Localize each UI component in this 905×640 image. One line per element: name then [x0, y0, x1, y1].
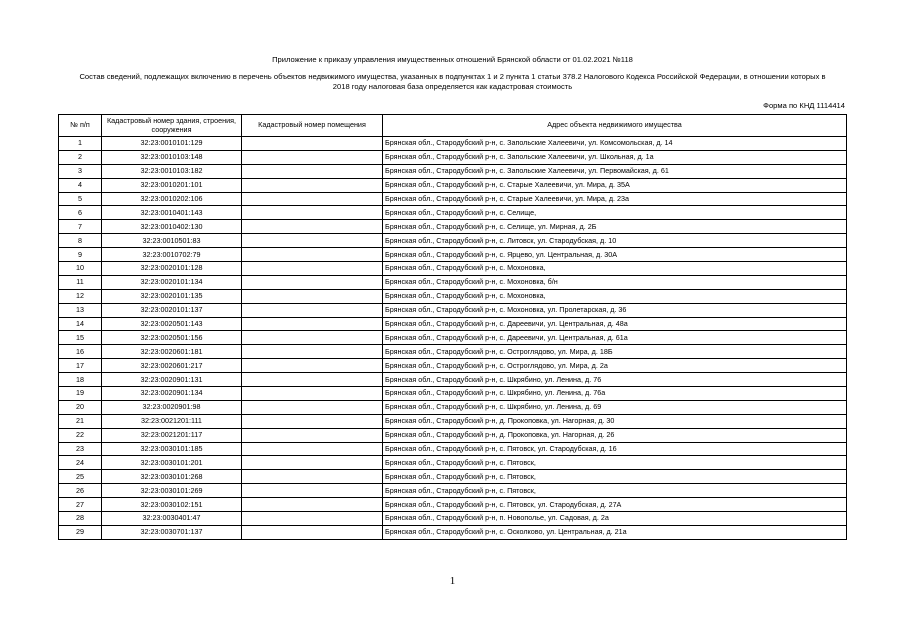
- row-room-cadastral-number: [242, 498, 383, 512]
- row-number: 16: [59, 345, 102, 359]
- row-address: Брянская обл., Стародубский р-н, п. Новополье, ул. Садовая, д. 2а: [383, 512, 847, 526]
- row-address: Брянская обл., Стародубский р-н, с. Пятовск,: [383, 484, 847, 498]
- row-address: Брянская обл., Стародубский р-н, с. Осколково, ул. Центральная, д. 21а: [383, 525, 847, 539]
- row-room-cadastral-number: [242, 317, 383, 331]
- row-cadastral-number: 32:23:0010201:101: [102, 178, 242, 192]
- row-cadastral-number: 32:23:0010702:79: [102, 248, 242, 262]
- row-number: 14: [59, 317, 102, 331]
- row-number: 20: [59, 400, 102, 414]
- row-address: Брянская обл., Стародубский р-н, с. Шкрябино, ул. Ленина, д. 76: [383, 373, 847, 387]
- row-number: 23: [59, 442, 102, 456]
- row-address: Брянская обл., Стародубский р-н, с. Пятовск, ул. Стародубская, д. 27А: [383, 498, 847, 512]
- row-cadastral-number: 32:23:0020601:217: [102, 359, 242, 373]
- row-number: 4: [59, 178, 102, 192]
- row-address: Брянская обл., Стародубский р-н, с. Шкрябино, ул. Ленина, д. 76а: [383, 387, 847, 401]
- row-room-cadastral-number: [242, 414, 383, 428]
- row-cadastral-number: 32:23:0010103:182: [102, 164, 242, 178]
- row-number: 19: [59, 387, 102, 401]
- row-number: 18: [59, 373, 102, 387]
- row-address: Брянская обл., Стародубский р-н, с. Запольские Халеевичи, ул. Первомайская, д. 61: [383, 164, 847, 178]
- row-room-cadastral-number: [242, 289, 383, 303]
- col-header-cadastral-building: Кадастровый номер здания, строения, сооружения: [102, 115, 242, 137]
- row-cadastral-number: 32:23:0010402:130: [102, 220, 242, 234]
- row-cadastral-number: 32:23:0030101:185: [102, 442, 242, 456]
- row-address: Брянская обл., Стародубский р-н, с. Мохоновка, б/н: [383, 275, 847, 289]
- row-number: 2: [59, 150, 102, 164]
- table-row: [59, 248, 847, 262]
- row-address: Брянская обл., Стародубский р-н, с. Селище,: [383, 206, 847, 220]
- row-number: 8: [59, 234, 102, 248]
- row-cadastral-number: 32:23:0021201:117: [102, 428, 242, 442]
- row-number: 24: [59, 456, 102, 470]
- row-room-cadastral-number: [242, 262, 383, 276]
- row-room-cadastral-number: [242, 192, 383, 206]
- row-address: Брянская обл., Стародубский р-н, с. Дареевичи, ул. Центральная, д. 61а: [383, 331, 847, 345]
- row-number: 27: [59, 498, 102, 512]
- row-room-cadastral-number: [242, 150, 383, 164]
- row-address: Брянская обл., Стародубский р-н, с. Шкрябино, ул. Ленина, д. 69: [383, 400, 847, 414]
- row-cadastral-number: 32:23:0020101:134: [102, 275, 242, 289]
- table-row: [59, 164, 847, 178]
- row-cadastral-number: 32:23:0010101:129: [102, 137, 242, 151]
- row-room-cadastral-number: [242, 359, 383, 373]
- row-room-cadastral-number: [242, 373, 383, 387]
- row-room-cadastral-number: [242, 484, 383, 498]
- row-address: Брянская обл., Стародубский р-н, с. Пятовск,: [383, 456, 847, 470]
- row-room-cadastral-number: [242, 206, 383, 220]
- row-room-cadastral-number: [242, 525, 383, 539]
- table-body: [59, 137, 847, 540]
- row-cadastral-number: 32:23:0010401:143: [102, 206, 242, 220]
- form-code-label: Форма по КНД 1114414: [763, 101, 845, 110]
- row-room-cadastral-number: [242, 387, 383, 401]
- row-number: 5: [59, 192, 102, 206]
- row-cadastral-number: 32:23:0030101:268: [102, 470, 242, 484]
- table-row: [59, 331, 847, 345]
- row-number: 1: [59, 137, 102, 151]
- row-number: 11: [59, 275, 102, 289]
- row-number: 22: [59, 428, 102, 442]
- row-number: 26: [59, 484, 102, 498]
- document-title: Приложение к приказу управления имущественных отношений Брянской области от 01.02.2021 №118: [272, 55, 633, 64]
- row-cadastral-number: 32:23:0030701:137: [102, 525, 242, 539]
- row-address: Брянская обл., Стародубский р-н, с. Старые Халеевичи, ул. Мира, д. 35А: [383, 178, 847, 192]
- table-row: [59, 498, 847, 512]
- table-row: [59, 428, 847, 442]
- row-number: 28: [59, 512, 102, 526]
- table-row: [59, 303, 847, 317]
- table-row: [59, 275, 847, 289]
- row-number: 9: [59, 248, 102, 262]
- row-address: Брянская обл., Стародубский р-н, с. Старые Халеевичи, ул. Мира, д. 23а: [383, 192, 847, 206]
- row-room-cadastral-number: [242, 345, 383, 359]
- document-subtitle: Состав сведений, подлежащих включению в перечень объектов недвижимого имущества, указанных в подпунктах 1 и 2 пункта 1 статьи 378.2 Налогового Кодекса Российской Федерации, в отношении которых в 2018 году налоговая база определяется как кадастровая стоимость: [79, 72, 826, 91]
- row-room-cadastral-number: [242, 303, 383, 317]
- row-cadastral-number: 32:23:0020501:156: [102, 331, 242, 345]
- col-header-cadastral-room: Кадастровый номер помещения: [242, 115, 383, 137]
- row-cadastral-number: 32:23:0020501:143: [102, 317, 242, 331]
- table-row: [59, 359, 847, 373]
- table-row: [59, 525, 847, 539]
- row-number: 17: [59, 359, 102, 373]
- row-number: 13: [59, 303, 102, 317]
- row-cadastral-number: 32:23:0010501:83: [102, 234, 242, 248]
- table-header-row: [59, 115, 847, 137]
- table-row: [59, 220, 847, 234]
- row-cadastral-number: 32:23:0030101:201: [102, 456, 242, 470]
- table-row: [59, 373, 847, 387]
- row-number: 12: [59, 289, 102, 303]
- col-header-number: № п/п: [59, 115, 102, 137]
- row-number: 3: [59, 164, 102, 178]
- table-row: [59, 470, 847, 484]
- row-cadastral-number: 32:23:0020901:98: [102, 400, 242, 414]
- row-number: 25: [59, 470, 102, 484]
- row-room-cadastral-number: [242, 470, 383, 484]
- row-address: Брянская обл., Стародубский р-н, с. Запольские Халеевичи, ул. Школьная, д. 1а: [383, 150, 847, 164]
- table-row: [59, 137, 847, 151]
- page-number: 1: [449, 575, 456, 587]
- table-row: [59, 442, 847, 456]
- row-address: Брянская обл., Стародубский р-н, с. Литовск, ул. Стародубская, д. 10: [383, 234, 847, 248]
- table-row: [59, 289, 847, 303]
- table-row: [59, 414, 847, 428]
- row-address: Брянская обл., Стародубский р-н, с. Дареевичи, ул. Центральная, д. 48а: [383, 317, 847, 331]
- table-row: [59, 512, 847, 526]
- row-room-cadastral-number: [242, 178, 383, 192]
- row-room-cadastral-number: [242, 248, 383, 262]
- table-row: [59, 400, 847, 414]
- table-row: [59, 484, 847, 498]
- row-room-cadastral-number: [242, 512, 383, 526]
- row-cadastral-number: 32:23:0020901:134: [102, 387, 242, 401]
- row-cadastral-number: 32:23:0010202:106: [102, 192, 242, 206]
- row-cadastral-number: 32:23:0020101:135: [102, 289, 242, 303]
- row-cadastral-number: 32:23:0020601:181: [102, 345, 242, 359]
- row-cadastral-number: 32:23:0021201:111: [102, 414, 242, 428]
- table-row: [59, 192, 847, 206]
- table-row: [59, 387, 847, 401]
- row-cadastral-number: 32:23:0030102:151: [102, 498, 242, 512]
- row-address: Брянская обл., Стародубский р-н, с. Селище, ул. Мирная, д. 2Б: [383, 220, 847, 234]
- row-room-cadastral-number: [242, 275, 383, 289]
- row-number: 6: [59, 206, 102, 220]
- row-room-cadastral-number: [242, 428, 383, 442]
- table-row: [59, 206, 847, 220]
- table-row: [59, 317, 847, 331]
- row-address: Брянская обл., Стародубский р-н, д. Прокоповка, ул. Нагорная, д. 26: [383, 428, 847, 442]
- row-number: 10: [59, 262, 102, 276]
- row-address: Брянская обл., Стародубский р-н, с. Пятовск,: [383, 470, 847, 484]
- row-cadastral-number: 32:23:0020101:128: [102, 262, 242, 276]
- row-cadastral-number: 32:23:0010103:148: [102, 150, 242, 164]
- table-row: [59, 234, 847, 248]
- row-cadastral-number: 32:23:0020901:131: [102, 373, 242, 387]
- table-row: [59, 456, 847, 470]
- row-number: 21: [59, 414, 102, 428]
- row-cadastral-number: 32:23:0020101:137: [102, 303, 242, 317]
- row-number: 29: [59, 525, 102, 539]
- row-address: Брянская обл., Стародубский р-н, с. Остроглядово, ул. Мира, д. 2а: [383, 359, 847, 373]
- row-address: Брянская обл., Стародубский р-н, с. Пятовск, ул. Стародубская, д. 16: [383, 442, 847, 456]
- row-address: Брянская обл., Стародубский р-н, с. Запольские Халеевичи, ул. Комсомольская, д. 14: [383, 137, 847, 151]
- row-room-cadastral-number: [242, 234, 383, 248]
- row-address: Брянская обл., Стародубский р-н, с. Остроглядово, ул. Мира, д. 18Б: [383, 345, 847, 359]
- row-room-cadastral-number: [242, 164, 383, 178]
- row-room-cadastral-number: [242, 442, 383, 456]
- row-room-cadastral-number: [242, 456, 383, 470]
- row-cadastral-number: 32:23:0030401:47: [102, 512, 242, 526]
- table-row: [59, 345, 847, 359]
- row-room-cadastral-number: [242, 220, 383, 234]
- row-room-cadastral-number: [242, 400, 383, 414]
- row-room-cadastral-number: [242, 331, 383, 345]
- table-row: [59, 262, 847, 276]
- property-table: [58, 114, 847, 540]
- row-number: 7: [59, 220, 102, 234]
- row-address: Брянская обл., Стародубский р-н, с. Мохоновка,: [383, 289, 847, 303]
- row-address: Брянская обл., Стародубский р-н, с. Мохоновка,: [383, 262, 847, 276]
- table-row: [59, 150, 847, 164]
- row-cadastral-number: 32:23:0030101:269: [102, 484, 242, 498]
- row-number: 15: [59, 331, 102, 345]
- row-room-cadastral-number: [242, 137, 383, 151]
- col-header-address: Адрес объекта недвижимого имущества: [383, 115, 847, 137]
- row-address: Брянская обл., Стародубский р-н, с. Мохоновка, ул. Пролетарская, д. 36: [383, 303, 847, 317]
- row-address: Брянская обл., Стародубский р-н, с. Ярцево, ул. Центральная, д. 30А: [383, 248, 847, 262]
- table-row: [59, 178, 847, 192]
- row-address: Брянская обл., Стародубский р-н, д. Прокоповка, ул. Нагорная, д. 30: [383, 414, 847, 428]
